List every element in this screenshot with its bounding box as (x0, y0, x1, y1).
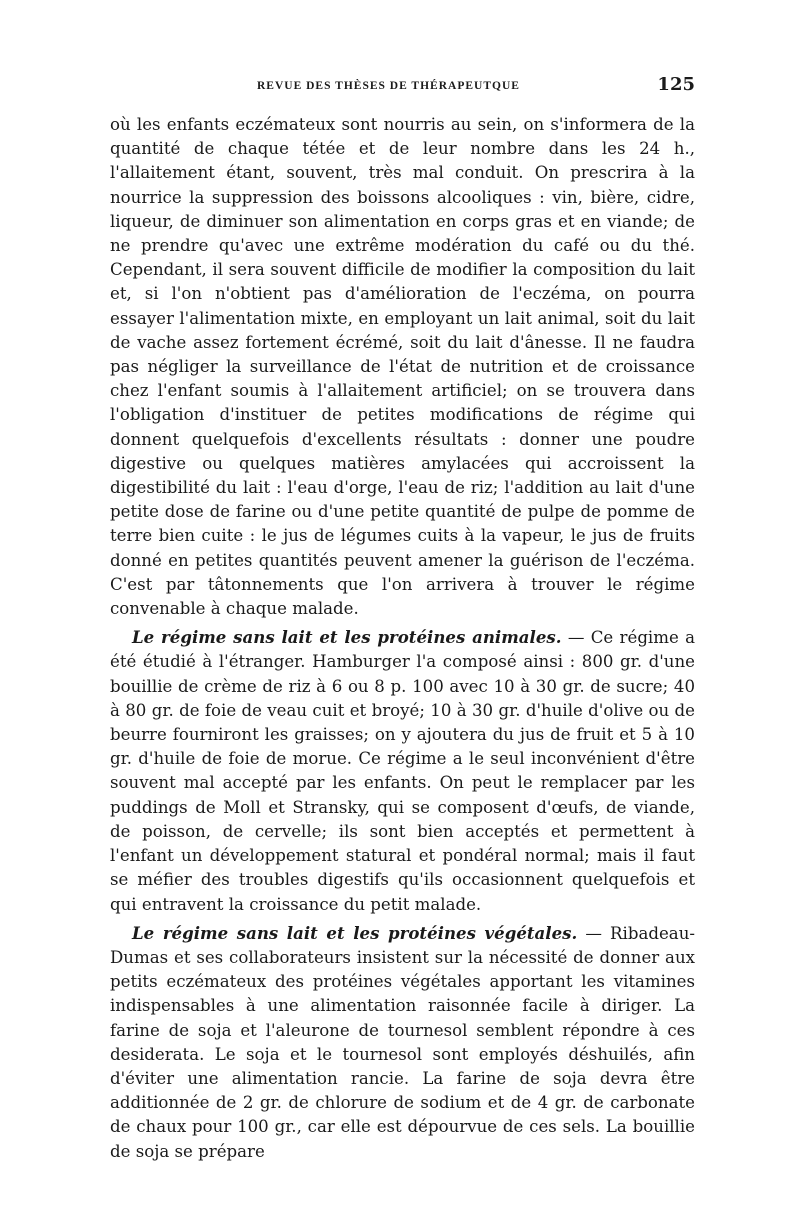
page-number: 125 (657, 74, 695, 95)
paragraph-3 (110, 921, 695, 1164)
paragraph-2-text: — Ce régime a été étudié à l'étranger. Hamburger l'a composé ainsi : 800 gr. d'une bouillie de crème de riz à 6 ou 8 p. 100 avec 10 à 30 gr. de sucre; 40 à 80 gr. de foie de veau cuit et broyé; 10 à 30 gr. d'huile d'olive ou de beurre fourniront les graisses; on y ajoutera du jus de fruit et 5 à 10 gr. d'huile de foie de morue. Ce régime a le seul inconvénient d'être souvent mal accepté par les enfants. On peut le remplacer par les puddings de Moll et Stransky, qui se composent d'œufs, de viande, de poisson, de cervelle; ils sont bien acceptés et permettent à l'enfant un développement statural et pondéral normal; mais il faut se méfier des troubles digestifs qu'ils occasionnent quelquefois et qui entravent la croissance du petit malade. (110, 628, 696, 914)
section-heading-animal-proteins: Le régime sans lait et les protéines animales. (132, 627, 562, 648)
paragraph-3-text: — Ribadeau-Dumas et ses collaborateurs insistent sur la nécessité de donner aux petits eczémateux des protéines végétales apportant les vitamines indispensables à une alimentation raisonnée facile à diriger. La farine de soja et l'aleurone de tournesol semblent répondre à ces desiderata. Le soja et le tournesol sont employés déshuilés, afin d'éviter une alimentation rancie. La farine de soja devra être additionnée de 2 gr. de chlorure de sodium et de 4 gr. de carbonate de chaux pour 100 gr., car elle est dépourvue de ces sels. La bouillie de soja se prépare (110, 923, 695, 1161)
section-heading-vegetable-proteins: Le régime sans lait et les protéines végétales. (132, 922, 578, 943)
running-header (130, 74, 695, 98)
paragraph-1 (110, 113, 695, 621)
running-title: REVUE DES THÈSES DE THÉRAPEUTQUE (257, 80, 520, 92)
body-text (110, 113, 695, 1164)
paragraph-1-text: où les enfants eczémateux sont nourris au sein, on s'informera de la quantité de chaque tétée et de leur nombre dans les 24 h., l'allaitement étant, souvent, très mal conduit. On prescrira à la nourrice la suppression des boissons alcooliques : vin, bière, cidre, liqueur, de diminuer son alimentation en corps gras et en viande; de ne prendre qu'avec une extrême modération du café ou du thé. Cependant, il sera souvent difficile de modifier la composition du lait et, si l'on n'obtient pas d'amélioration de l'eczéma, on pourra essayer l'alimentation mixte, en employant un lait animal, soit du lait de vache assez fortement écrémé, soit du lait d'ânesse. Il ne faudra pas négliger la surveillance de l'état de nutrition et de croissance chez l'enfant soumis à l'allaitement artificiel; on se trouvera dans l'obligation d'instituer de petites modifications de régime qui donnent quelquefois d'excellents résultats : donner une poudre digestive ou quelques matières amylacées qui accroissent la digestibilité du lait : l'eau d'orge, l'eau de riz; l'addition au lait d'une petite dose de farine ou d'une petite quantité de pulpe de pomme de terre bien cuite : le jus de légumes cuits à la vapeur, le jus de fruits donné en petites quantités peuvent amener la guérison de l'eczéma. C'est par tâtonnements que l'on arrivera à trouver le régime convenable à chaque malade. (110, 115, 695, 619)
paragraph-2 (110, 625, 695, 916)
